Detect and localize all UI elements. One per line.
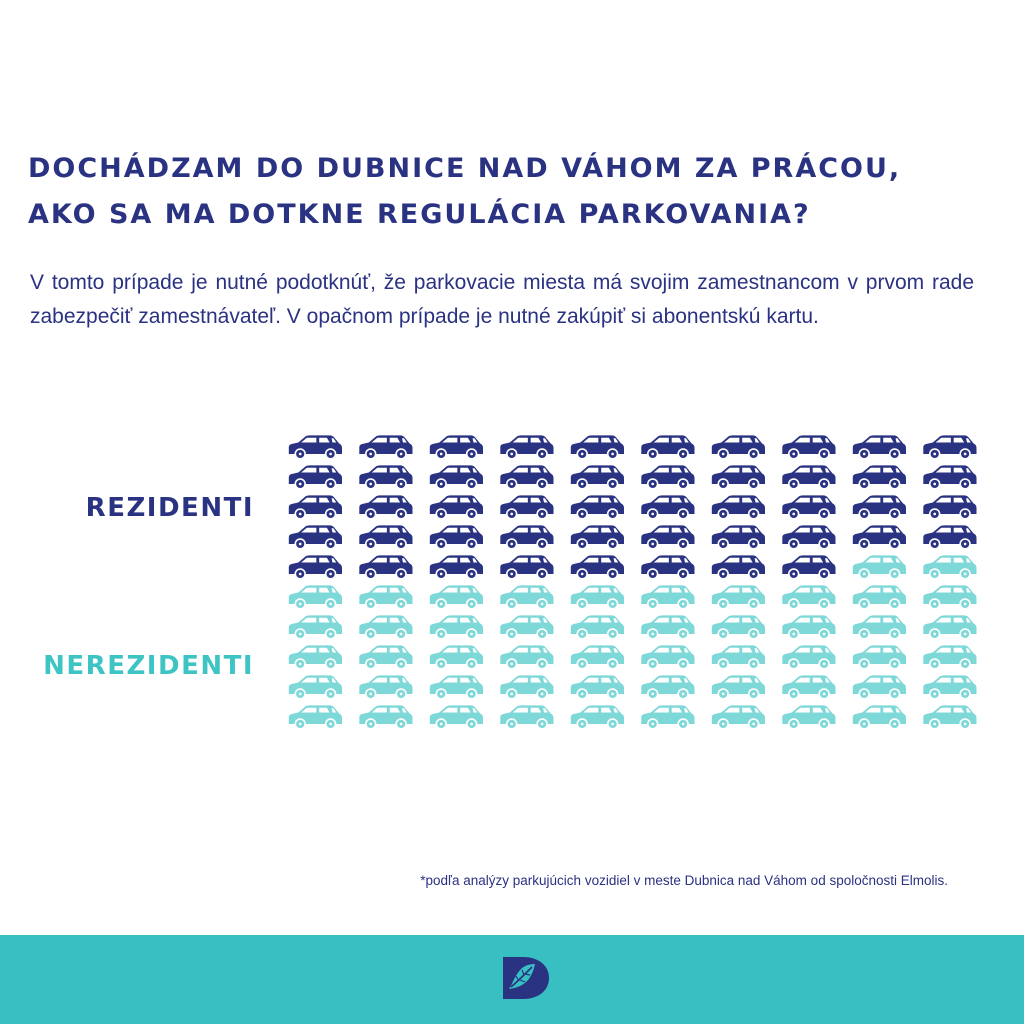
car-icon <box>571 525 624 549</box>
car-icon <box>641 615 694 639</box>
car-icon <box>641 645 694 669</box>
car-icon <box>853 465 906 489</box>
car-icon <box>359 555 412 579</box>
car-icon <box>359 525 412 549</box>
car-icon <box>853 555 906 579</box>
car-icon <box>430 435 483 459</box>
car-icon <box>289 465 342 489</box>
car-icon <box>641 585 694 609</box>
car-icon <box>712 615 765 639</box>
car-icon <box>712 495 765 519</box>
car-icon <box>641 435 694 459</box>
car-icon <box>500 435 553 459</box>
car-icon <box>853 585 906 609</box>
car-icon <box>289 705 342 729</box>
car-icon <box>782 465 835 489</box>
car-icon <box>782 495 835 519</box>
car-icon <box>923 555 976 579</box>
car-icon <box>500 465 553 489</box>
car-icon <box>430 645 483 669</box>
car-icon <box>782 555 835 579</box>
car-icon <box>853 495 906 519</box>
car-icon <box>923 465 976 489</box>
car-icon <box>641 705 694 729</box>
car-icon <box>853 675 906 699</box>
car-icon <box>359 705 412 729</box>
car-icon <box>782 525 835 549</box>
dubnica-logo-icon <box>499 955 551 1001</box>
car-icon <box>923 525 976 549</box>
footnote: *podľa analýzy parkujúcich vozidiel v meste Dubnica nad Váhom od spoločnosti Elmolis. <box>420 873 948 888</box>
car-icon <box>359 435 412 459</box>
car-icon <box>359 465 412 489</box>
car-icon <box>500 675 553 699</box>
car-icon <box>289 525 342 549</box>
car-icon <box>853 435 906 459</box>
car-icon <box>712 465 765 489</box>
car-icon <box>289 585 342 609</box>
car-icon <box>571 705 624 729</box>
car-icon <box>923 435 976 459</box>
car-icon <box>289 615 342 639</box>
car-icon <box>712 675 765 699</box>
car-icon <box>430 585 483 609</box>
car-icon <box>782 615 835 639</box>
legend-residents: REZIDENTI <box>85 493 254 523</box>
car-icon <box>571 645 624 669</box>
car-icon <box>359 675 412 699</box>
page-title <box>28 146 998 238</box>
car-icon <box>712 705 765 729</box>
car-icon <box>289 495 342 519</box>
car-icon <box>712 525 765 549</box>
car-icon <box>712 555 765 579</box>
car-icon <box>500 705 553 729</box>
car-icon <box>359 585 412 609</box>
car-icon <box>782 675 835 699</box>
car-icon <box>289 435 342 459</box>
car-pictogram-chart <box>284 432 989 732</box>
car-icon <box>571 435 624 459</box>
car-icon <box>712 645 765 669</box>
car-icon <box>359 615 412 639</box>
car-icon <box>430 495 483 519</box>
car-icon <box>853 615 906 639</box>
car-icon <box>571 615 624 639</box>
car-icon <box>571 555 624 579</box>
car-icon <box>289 555 342 579</box>
car-icon <box>430 675 483 699</box>
car-icon <box>430 525 483 549</box>
title-line-2: AKO SA MA DOTKNE REGULÁCIA PARKOVANIA? <box>28 199 811 230</box>
title-line-1: DOCHÁDZAM DO DUBNICE NAD VÁHOM ZA PRÁCOU, <box>28 153 902 184</box>
car-icon <box>289 675 342 699</box>
car-icon <box>641 465 694 489</box>
car-icon <box>430 615 483 639</box>
car-icon <box>782 435 835 459</box>
car-icon <box>641 495 694 519</box>
car-icon <box>923 495 976 519</box>
car-icon <box>571 495 624 519</box>
car-icon <box>782 585 835 609</box>
car-icon <box>641 555 694 579</box>
car-icon <box>853 645 906 669</box>
car-icon <box>430 465 483 489</box>
legend-non-residents: NEREZIDENTI <box>43 651 254 681</box>
car-icon <box>500 555 553 579</box>
car-icon <box>500 585 553 609</box>
car-icon <box>359 645 412 669</box>
car-icon <box>500 615 553 639</box>
car-icon <box>923 675 976 699</box>
car-icon <box>289 645 342 669</box>
car-icon <box>853 705 906 729</box>
car-icon <box>500 645 553 669</box>
car-icon <box>923 615 976 639</box>
car-icon <box>641 525 694 549</box>
car-icon <box>430 555 483 579</box>
car-icon <box>712 585 765 609</box>
car-icon <box>923 645 976 669</box>
car-icon <box>923 585 976 609</box>
car-icon <box>359 495 412 519</box>
car-icon <box>923 705 976 729</box>
car-icon <box>430 705 483 729</box>
car-icon <box>571 585 624 609</box>
car-icon <box>571 675 624 699</box>
car-icon <box>712 435 765 459</box>
car-icon <box>500 525 553 549</box>
car-icon <box>571 465 624 489</box>
car-icon <box>853 525 906 549</box>
car-icon <box>782 645 835 669</box>
car-icon <box>782 705 835 729</box>
intro-paragraph: V tomto prípade je nutné podotknúť, že parkovacie miesta má svojim zamestnancom v prvom rade zabezpečiť zamestnávateľ. V opačnom prípade je nutné zakúpiť si abonentskú kartu. <box>30 271 974 328</box>
car-icon <box>500 495 553 519</box>
car-icon <box>641 675 694 699</box>
